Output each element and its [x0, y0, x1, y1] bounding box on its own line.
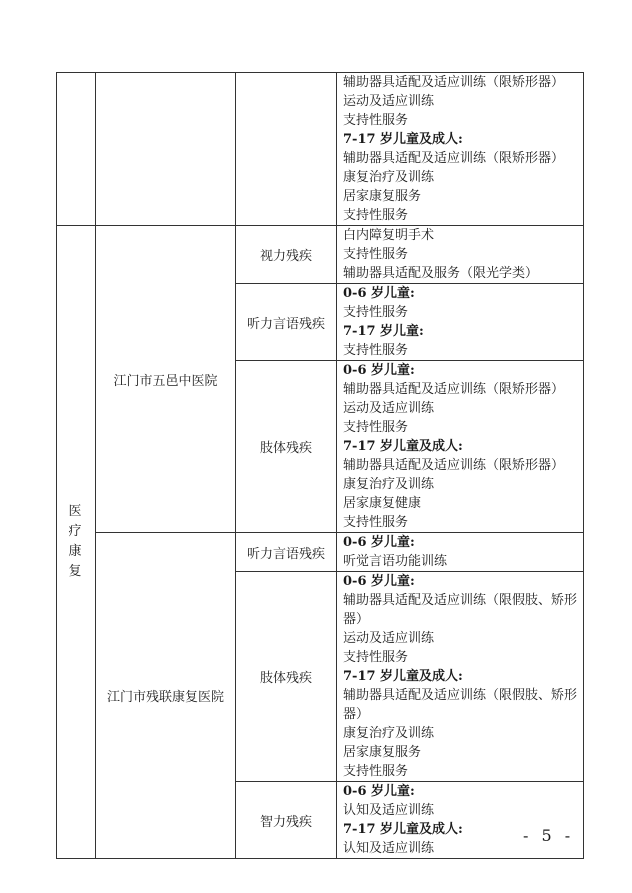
service-item: 白内障复明手术: [343, 228, 435, 243]
service-list-cell: [337, 361, 584, 533]
service-item: 辅助器具适配及适应训练（限假肢、矫形: [343, 593, 578, 608]
disability-type-cell: [236, 572, 337, 782]
service-item: 居家康复服务: [343, 745, 422, 760]
service-item: 支持性服务: [343, 208, 409, 223]
disability-type-cell: [236, 782, 337, 859]
disability-type: 听力言语残疾: [246, 546, 325, 562]
category-label: 医 疗 康 复: [68, 504, 84, 579]
age-group-heading: 0-6 岁儿童:: [343, 286, 415, 301]
service-list-cell: [337, 572, 584, 782]
institution-name: 江门市残联康复医院: [106, 690, 224, 705]
disability-type: 听力言语残疾: [246, 316, 325, 332]
service-item: 辅助器具适配及适应训练（限矫形器）: [343, 458, 565, 473]
service-item: 运动及适应训练: [343, 631, 435, 646]
disability-type-cell: [236, 226, 337, 284]
service-item: 康复治疗及训练: [343, 170, 435, 185]
service-item: 居家康复健康: [343, 496, 422, 511]
age-group-heading: 7-17 岁儿童及成人:: [343, 669, 463, 684]
service-item: 支持性服务: [343, 247, 409, 262]
service-table-body: [57, 73, 584, 859]
table-row: [57, 533, 584, 572]
service-item: 辅助器具适配及适应训练（限矫形器）: [343, 382, 565, 397]
service-item: 运动及适应训练: [343, 94, 435, 109]
page-number: - 5 -: [523, 826, 575, 845]
age-group-heading: 7-17 岁儿童及成人:: [343, 132, 463, 147]
service-item: 康复治疗及训练: [343, 726, 435, 741]
service-table: [56, 72, 584, 859]
institution-cell: [96, 533, 236, 859]
empty-cell: [96, 73, 236, 226]
table-row: [57, 226, 584, 284]
service-item: 器）: [343, 612, 370, 627]
service-item: 器）: [343, 707, 370, 722]
age-group-heading: 0-6 岁儿童:: [343, 574, 415, 589]
service-item: 居家康复服务: [343, 189, 422, 204]
service-item: 认知及适应训练: [343, 841, 435, 856]
disability-type-cell: [236, 284, 337, 361]
service-item: 辅助器具适配及适应训练（限矫形器）: [343, 75, 565, 90]
service-item: 康复治疗及训练: [343, 477, 435, 492]
age-group-heading: 0-6 岁儿童:: [343, 363, 415, 378]
service-list-cell: [337, 226, 584, 284]
service-item: 支持性服务: [343, 113, 409, 128]
service-list-cell: [337, 284, 584, 361]
empty-cell: [236, 73, 337, 226]
service-item: 支持性服务: [343, 650, 409, 665]
age-group-heading: 0-6 岁儿童:: [343, 535, 415, 550]
disability-type: 智力残疾: [259, 814, 312, 830]
disability-type-cell: [236, 361, 337, 533]
service-item: 听觉言语功能训练: [343, 554, 448, 569]
service-item: 支持性服务: [343, 764, 409, 779]
institution-cell: [96, 226, 236, 533]
service-item: 支持性服务: [343, 420, 409, 435]
service-item: 支持性服务: [343, 305, 409, 320]
age-group-heading: 0-6 岁儿童:: [343, 784, 415, 799]
institution-name: 江门市五邑中医院: [113, 373, 218, 389]
age-group-heading: 7-17 岁儿童及成人:: [343, 439, 463, 454]
service-list-cell: [337, 73, 584, 226]
service-item: 认知及适应训练: [343, 803, 435, 818]
age-group-heading: 7-17 岁儿童及成人:: [343, 822, 463, 837]
category-cell: [57, 226, 96, 859]
disability-type-cell: [236, 533, 337, 572]
service-item: 运动及适应训练: [343, 401, 435, 416]
disability-type: 肢体残疾: [259, 441, 312, 456]
age-group-heading: 7-17 岁儿童:: [343, 324, 424, 339]
service-item: 支持性服务: [343, 343, 409, 358]
disability-type: 肢体残疾: [259, 671, 312, 686]
table-row: [57, 73, 584, 226]
service-item: 辅助器具适配及服务（限光学类）: [343, 266, 539, 281]
service-item: 辅助器具适配及适应训练（限假肢、矫形: [343, 688, 578, 703]
service-item: 支持性服务: [343, 515, 409, 530]
service-list-cell: [337, 782, 584, 859]
empty-cell: [57, 73, 96, 226]
disability-type: 视力残疾: [259, 249, 312, 264]
service-item: 辅助器具适配及适应训练（限矫形器）: [343, 151, 565, 166]
service-list-cell: [337, 533, 584, 572]
